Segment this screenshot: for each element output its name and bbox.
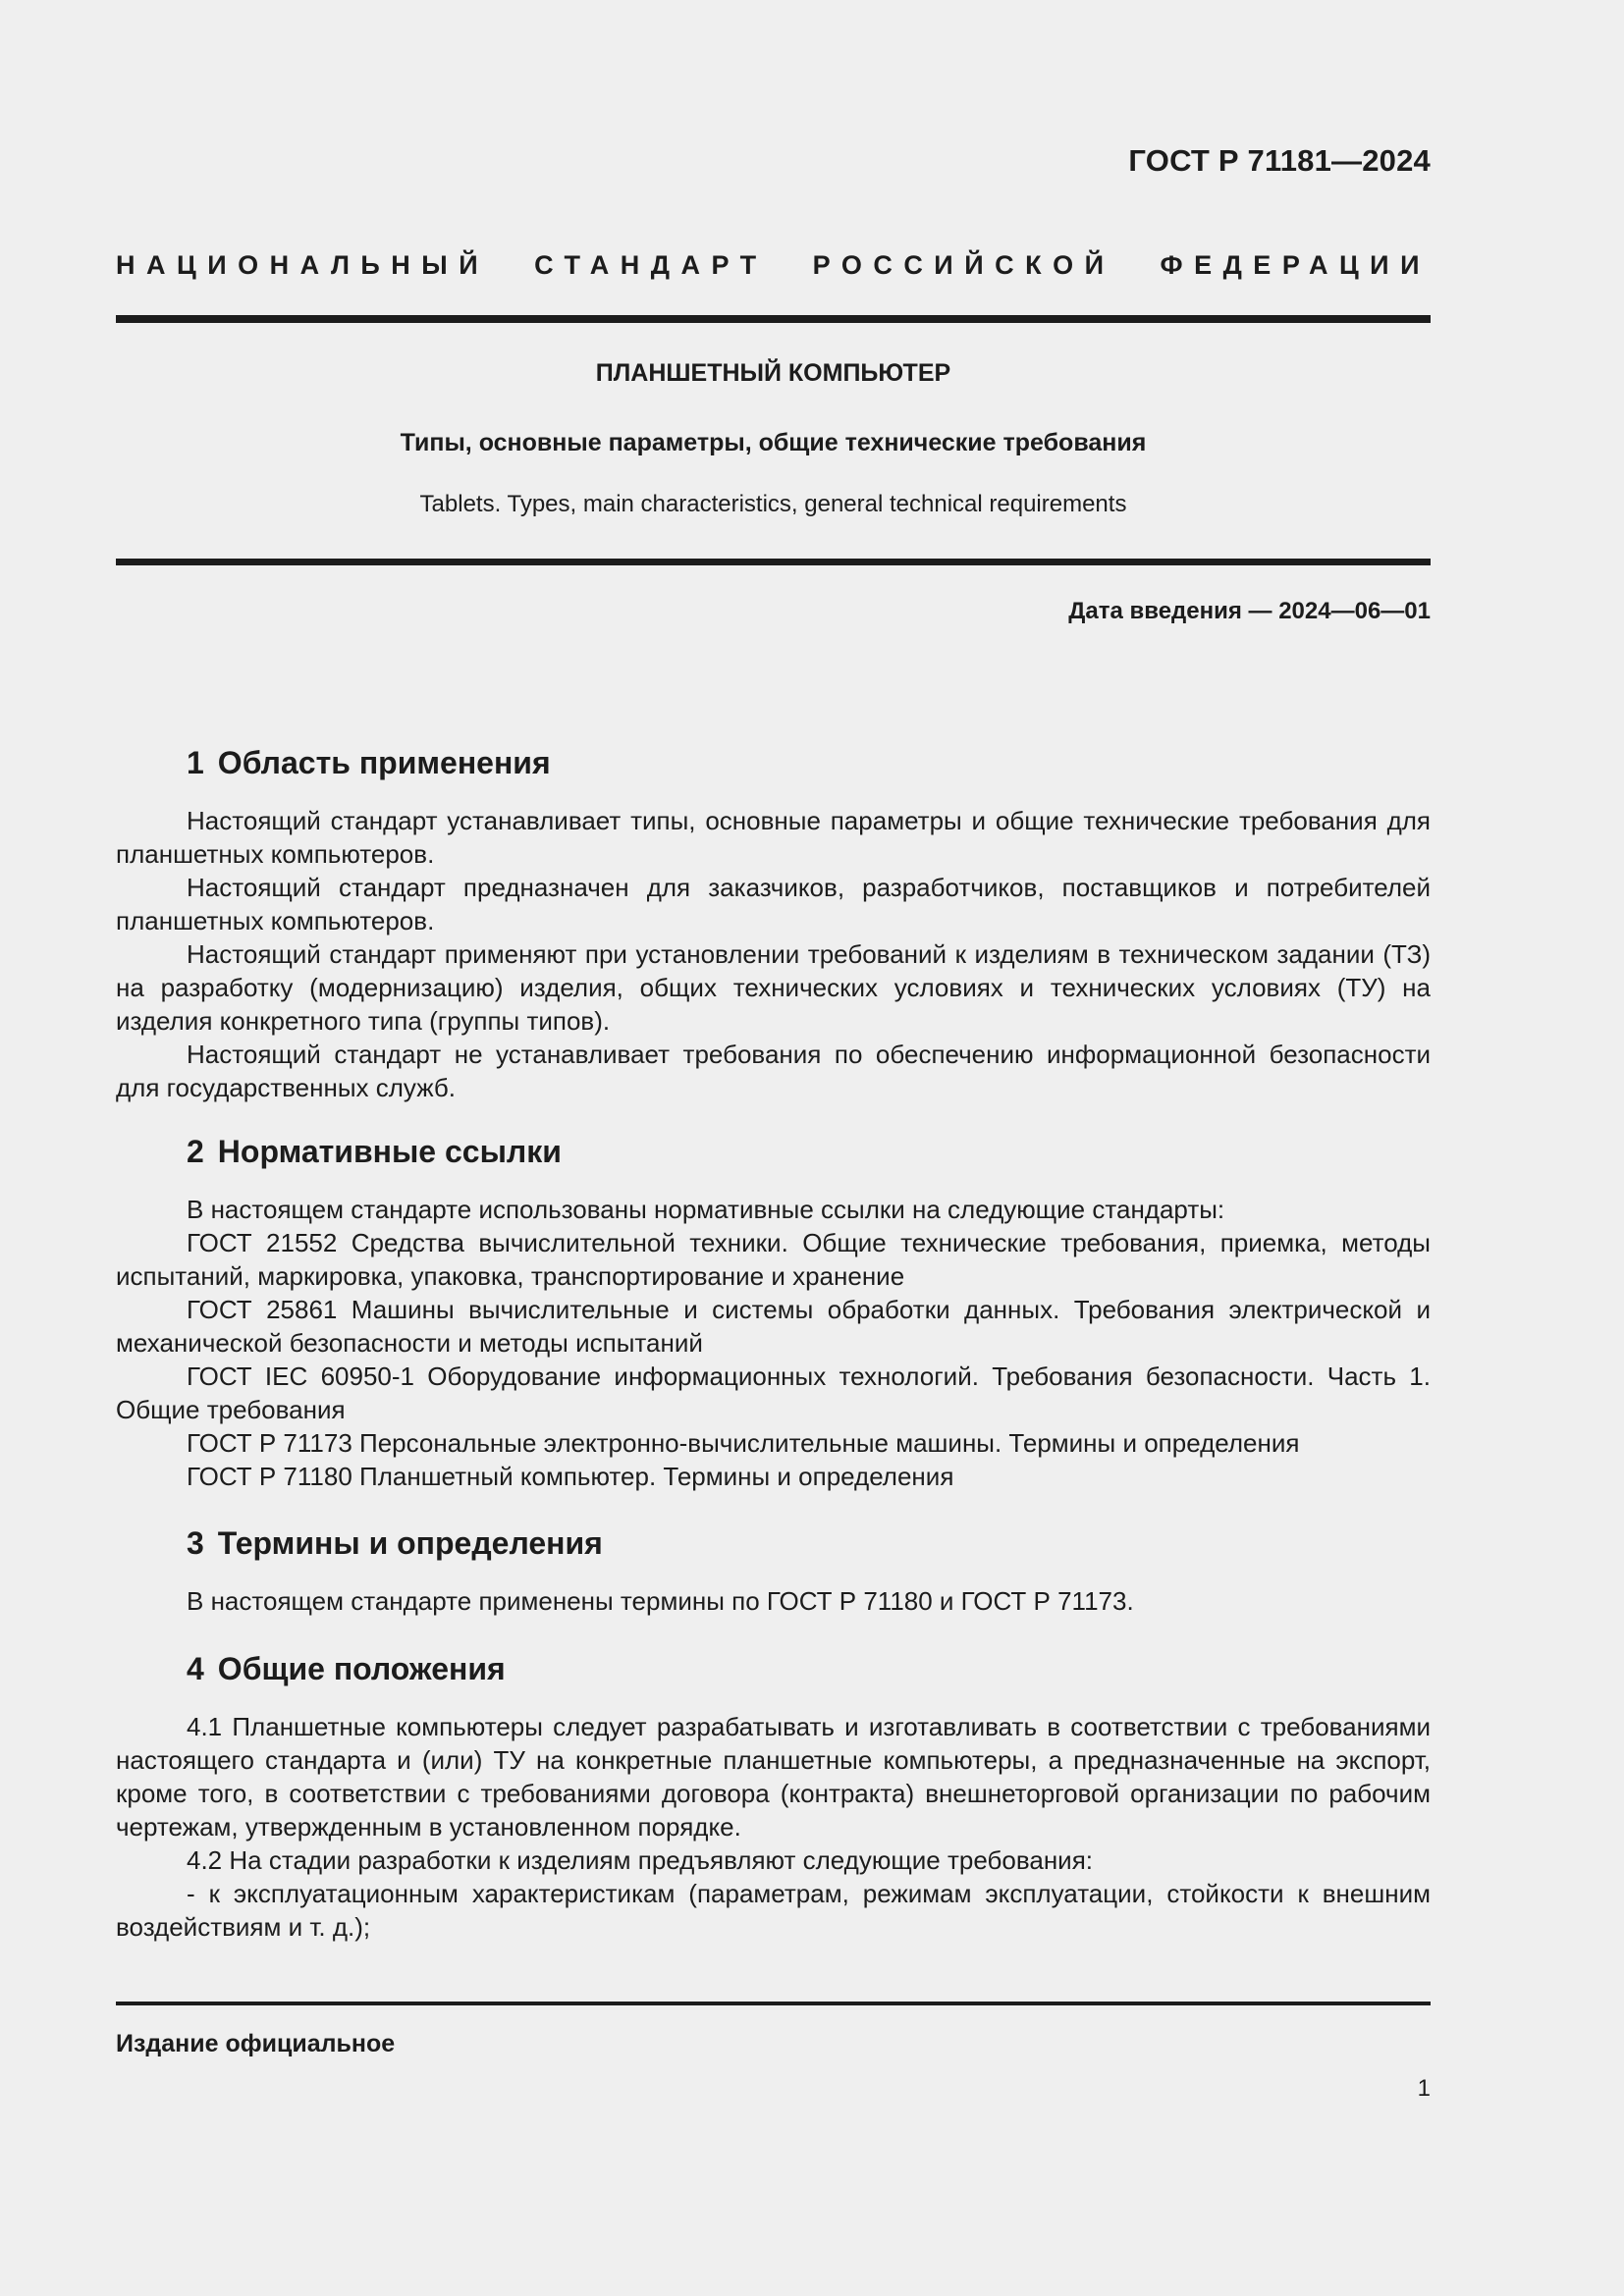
page-number: 1 (1417, 2075, 1431, 2102)
paragraph: В настоящем стандарте использованы нормативные ссылки на следующие стандарты: (187, 1195, 1225, 1224)
document-subtitle: Типы, основные параметры, общие технические требования (400, 429, 1147, 456)
document-code: ГОСТ Р 71181—2024 (1128, 143, 1431, 178)
top-divider (116, 315, 1431, 323)
paragraph: 4.1 Планшетные компьютеры следует разрабатывать и изготавливать в соответствии с требованиями настоящего стандарта и (или) ТУ на конкретные планшетные компьютеры, а предназначенные на экспорт, кроме того, в соответствии с требованиями договора (контракта) внешнеторговой организации по рабочим чертежам, утвержденным в установленном порядке. (116, 1712, 1431, 1842)
reference-item: ГОСТ IEC 60950-1 Оборудование информационных технологий. Требования безопасности. Часть 1. Общие требования (116, 1362, 1431, 1424)
national-standard-heading: НАЦИОНАЛЬНЫЙ СТАНДАРТ РОССИЙСКОЙ ФЕДЕРАЦИИ (116, 250, 1431, 280)
document-body (116, 741, 1431, 1971)
section-heading: 1 Область применения (187, 745, 551, 780)
title-divider (116, 559, 1431, 565)
paragraph: Настоящий стандарт применяют при установлении требований к изделиям в техническом задании (ТЗ) на разработку (модернизацию) изделия, общих технических условиях и технических условиях (ТУ) на изделия конкретного типа (группы типов). (116, 939, 1431, 1036)
edition-label: Издание официальное (116, 2030, 396, 2057)
section-heading: 3 Термины и определения (187, 1525, 603, 1561)
list-item: - к эксплуатационным характеристикам (параметрам, режимам эксплуатации, стойкости к внешним воздействиям и т. д.); (116, 1879, 1431, 1942)
footer-divider (116, 2002, 1431, 2005)
reference-item: ГОСТ Р 71173 Персональные электронно-вычислительные машины. Термины и определения (187, 1428, 1300, 1458)
section-terms (116, 1522, 1431, 1618)
section-normative-references (116, 1130, 1431, 1493)
paragraph: Настоящий стандарт устанавливает типы, основные параметры и общие технические требования для планшетных компьютеров. (116, 806, 1431, 869)
section-scope (116, 741, 1431, 1104)
reference-item: ГОСТ 25861 Машины вычислительные и системы обработки данных. Требования электрической и механической безопасности и методы испытаний (116, 1295, 1431, 1358)
introduction-date: Дата введения — 2024—06—01 (1068, 598, 1431, 624)
document-page (116, 0, 1431, 2296)
paragraph: Настоящий стандарт не устанавливает требования по обеспечению информационной безопасности для государственных служб. (116, 1040, 1431, 1102)
reference-item: ГОСТ Р 71180 Планшетный компьютер. Термины и определения (187, 1462, 954, 1491)
section-heading: 2 Нормативные ссылки (187, 1134, 562, 1169)
reference-item: ГОСТ 21552 Средства вычислительной техники. Общие технические требования, приемка, методы испытаний, маркировка, упаковка, транспортирование и хранение (116, 1228, 1431, 1291)
section-heading: 4 Общие положения (187, 1651, 506, 1686)
paragraph: В настоящем стандарте применены термины по ГОСТ Р 71180 и ГОСТ Р 71173. (187, 1586, 1134, 1616)
document-title: ПЛАНШЕТНЫЙ КОМПЬЮТЕР (595, 359, 951, 387)
section-general-provisions (116, 1647, 1431, 1944)
english-title: Tablets. Types, main characteristics, general technical requirements (419, 491, 1127, 517)
paragraph: 4.2 На стадии разработки к изделиям предъявляют следующие требования: (187, 1845, 1093, 1875)
paragraph: Настоящий стандарт предназначен для заказчиков, разработчиков, поставщиков и потребителей планшетных компьютеров. (116, 873, 1431, 935)
